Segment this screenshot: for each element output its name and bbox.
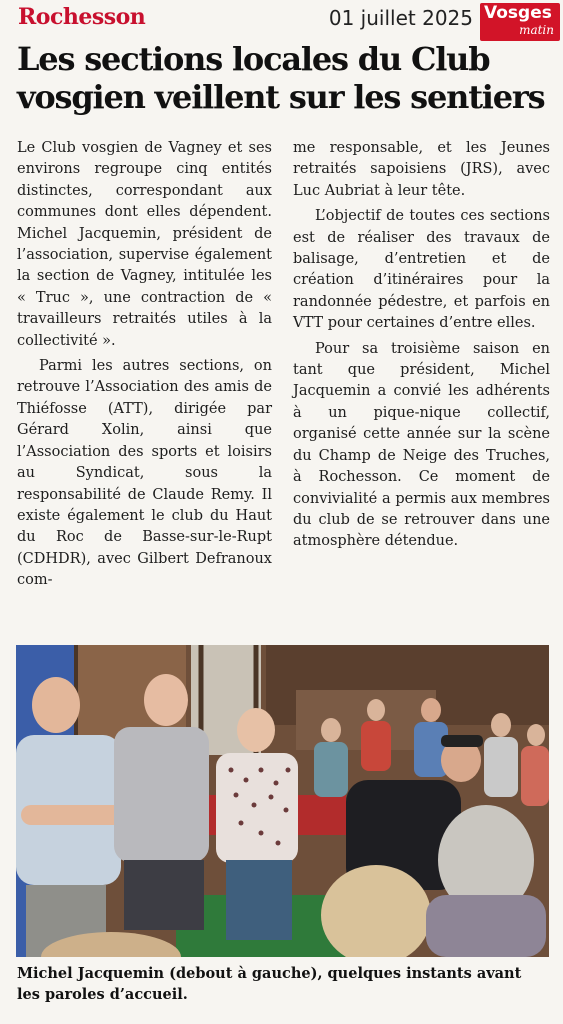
photo-caption: Michel Jacquemin (debout à gauche), quelques instants avant les paroles d’accueil. [17,965,522,1003]
newspaper-logo [480,3,560,41]
article-photo [16,645,549,957]
article-title: Les sections locales du Club vosgien veillent sur les sentiers [17,40,545,116]
article-column-1 [17,138,272,596]
article-column-2 [293,138,550,557]
logo-subtext: matin [519,23,554,37]
publication-date: 01 juillet 2025 [328,6,473,30]
photo-illustration [16,645,549,957]
paragraph: Pour sa troisième saison en tant que président, Michel Jacquemin a convié les adhérents à un pique-nique collectif, organisé cette année sur la scène du Champ de Neige des Truches, à Rochesson. Ce moment de convivialité a permis aux membres du club de se retrouver dans une atmosphère détendue. [293,340,550,550]
paragraph-continuation: me responsable, et les Jeunes retraités sapoisiens (JRS), avec Luc Aubriat à leur tête. [293,140,550,199]
paragraph: Parmi les autres sections, on retrouve l’Association des amis de Thiéfosse (ATT), dirigée par Gérard Xolin, ainsi que l’Association des sports et loisirs au Syndicat, sous la responsabilité de Claude Remy. Il existe également le club du Haut du Roc de Basse-sur-le-Rupt (CDHDR), avec Gilbert Defranoux com- [17,358,272,589]
page-header [0,0,563,40]
section-name: Rochesson [18,4,146,30]
paragraph: Le Club vosgien de Vagney et ses environs regroupe cinq entités distinctes, correspondant aux communes dont elles dépendent. Michel Jacquemin, président de l’association, supervise également la section de Vagney, intitulée les « Truc », une contraction de « travailleurs retraités utiles à la collectivité ». [17,140,272,349]
logo-text: Vosges [484,3,552,23]
paragraph: L’objectif de toutes ces sections est de réaliser des travaux de balisage, d’entretien et de création d’itinéraires pour la randonnée pédestre, et parfois en VTT pour certaines d’entre elles. [293,208,550,332]
